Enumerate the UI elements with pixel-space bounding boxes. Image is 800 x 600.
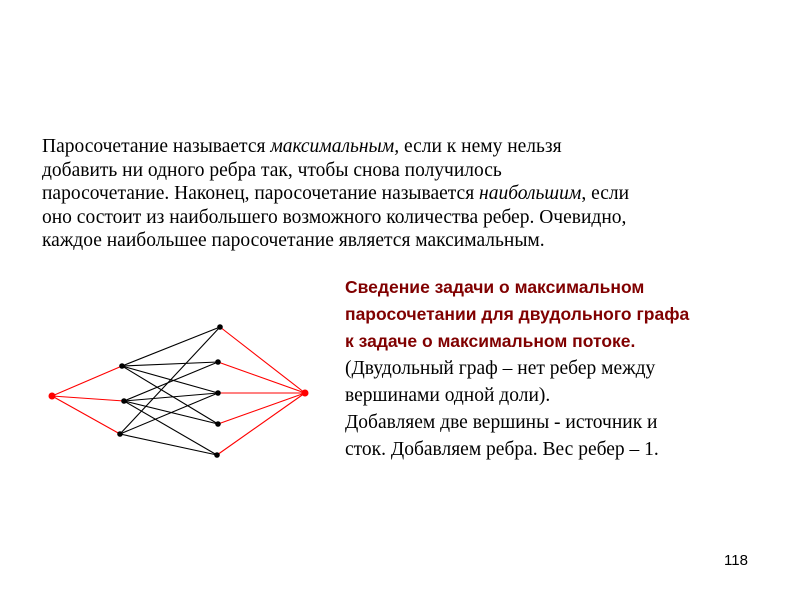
source-node [49,393,56,400]
paragraph-line-5: каждое наибольшее паросочетание является максимальным. [42,230,545,251]
reduction-body-line-2: вершинами одной доли). [345,385,551,406]
source-edge-0 [52,366,122,396]
right-node-1 [215,359,221,365]
bipartite-edge-7 [124,401,217,455]
reduction-body-line-3: Добавляем две вершины - источник и [345,412,658,433]
reduction-heading-line-2: паросочетании для двудольного графа [345,304,690,324]
bipartite-edge-1 [122,362,218,366]
left-node-1 [121,398,127,404]
reduction-heading-line-1: Сведение задачи о максимальном [345,277,645,297]
term-largest: наибольшим [479,183,582,204]
paragraph-line-2: добавить ни одного ребра так, чтобы снова получилось [42,159,502,181]
sink-node [302,390,309,397]
reduction-body-line-1: (Двудольный граф – нет ребер между [345,358,656,379]
reduction-block [345,274,790,463]
reduction-body-line-4: сток. Добавляем ребра. Вес ребер – 1. [345,439,659,460]
bipartite-edge-5 [124,393,218,401]
right-node-3 [215,421,221,427]
term-maximal: максимальным, [270,136,400,157]
sink-edge-4 [217,393,305,455]
source-edge-1 [52,396,124,401]
right-node-2 [215,390,221,396]
bipartite-edge-0 [122,327,220,366]
paragraph-line-3: паросочетание. Наконец, паросочетание называется наибольшим, если [42,183,630,204]
bipartite-edge-2 [122,366,218,393]
left-node-2 [117,431,123,437]
sink-edge-1 [218,362,305,393]
sink-edge-0 [220,327,305,393]
left-node-0 [119,363,125,369]
bipartite-edge-10 [120,434,217,455]
bipartite-edge-3 [122,366,218,424]
page-number: 118 [724,552,748,569]
paragraph-line-1: Паросочетание называется максимальным, если к нему нельзя [42,136,562,157]
right-node-4 [214,452,220,458]
sink-edge-3 [218,393,305,424]
reduction-heading-line-3: к задаче о максимальном потоке. [345,331,636,351]
paragraph-line-4: оно состоит из наибольшего возможного количества ребер. Очевидно, [42,206,627,228]
source-edge-2 [52,396,120,434]
right-node-0 [217,324,223,330]
bipartite-edge-8 [120,327,220,434]
bipartite-edge-9 [120,393,218,434]
